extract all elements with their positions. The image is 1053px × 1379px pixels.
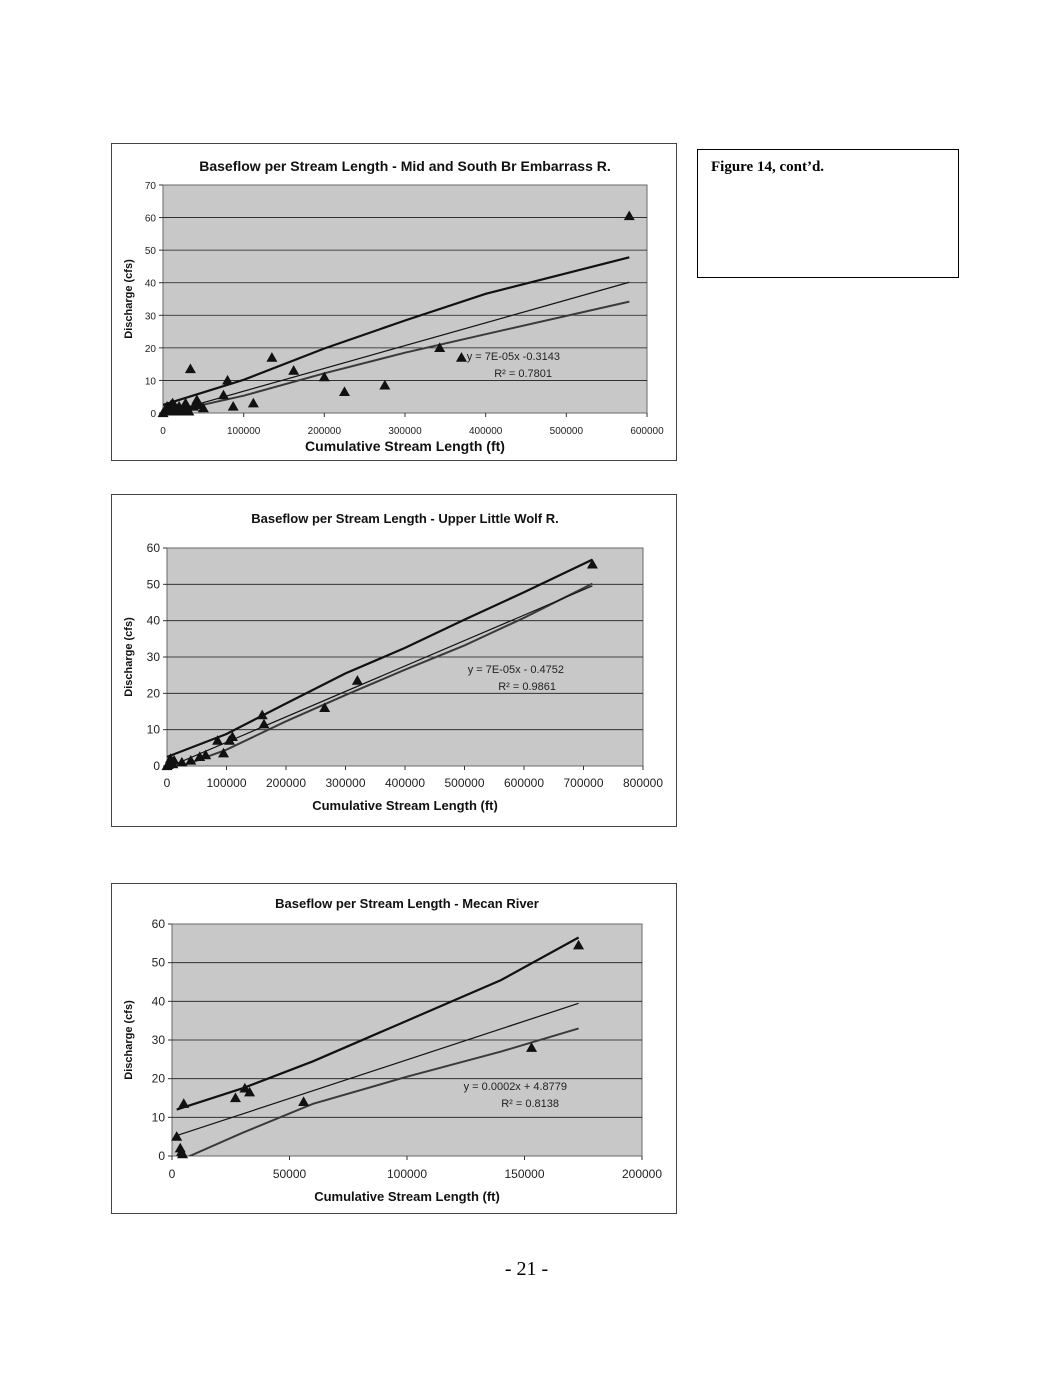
x-tick-label: 100000	[226, 426, 261, 437]
y-tick-label: 60	[146, 541, 160, 555]
y-tick-label: 10	[151, 1110, 165, 1125]
y-tick-label: 40	[144, 278, 156, 290]
y-tick-label: 0	[153, 759, 160, 773]
x-tick-label: 0	[168, 1167, 176, 1181]
figure-note: Figure 14, cont’d.	[711, 159, 825, 175]
y-tick-label: 20	[144, 343, 156, 355]
x-tick-label: 0	[160, 426, 166, 437]
x-tick-label: 200000	[621, 1167, 663, 1181]
x-tick-label: 150000	[504, 1167, 545, 1181]
x-tick-label: 200000	[307, 426, 342, 437]
figure-note-box	[697, 149, 959, 278]
y-axis-label: Discharge (cfs)	[123, 617, 135, 697]
chart-title: Baseflow per Stream Length - Mecan River	[275, 896, 539, 911]
plot-area	[163, 185, 647, 413]
y-tick-label: 20	[146, 686, 160, 701]
y-tick-label: 30	[144, 311, 156, 323]
x-axis-label: Cumulative Stream Length (ft)	[314, 1189, 500, 1204]
chart-mecan	[111, 883, 677, 1214]
y-tick-label: 10	[144, 376, 156, 388]
r-squared: R² = 0.8138	[501, 1098, 559, 1110]
y-tick-label: 0	[158, 1149, 165, 1163]
chart-little-wolf-svg	[112, 495, 678, 828]
chart-title: Baseflow per Stream Length - Upper Little Wolf R.	[251, 511, 559, 526]
x-tick-label: 600000	[503, 776, 545, 790]
x-tick-label: 400000	[384, 776, 426, 790]
y-tick-label: 30	[146, 650, 160, 664]
y-tick-label: 20	[151, 1071, 165, 1086]
y-tick-label: 50	[144, 246, 156, 258]
y-axis-label: Discharge (cfs)	[123, 1000, 135, 1080]
y-tick-label: 50	[151, 955, 165, 970]
chart-embarrass	[111, 143, 677, 461]
trend-equation: y = 0.0002x + 4.8779	[463, 1081, 567, 1093]
y-tick-label: 50	[146, 577, 160, 592]
chart-embarrass-svg	[112, 144, 678, 462]
x-tick-label: 200000	[265, 776, 307, 790]
y-axis-label: Discharge (cfs)	[123, 259, 135, 339]
y-tick-label: 40	[151, 994, 165, 1009]
x-tick-label: 700000	[563, 776, 604, 790]
y-tick-label: 60	[144, 213, 156, 225]
trend-equation: y = 7E-05x -0.3143	[466, 351, 560, 363]
x-tick-label: 300000	[325, 776, 366, 790]
x-tick-label: 50000	[272, 1167, 307, 1181]
x-tick-label: 100000	[386, 1167, 428, 1181]
chart-mecan-svg	[112, 884, 678, 1215]
x-tick-label: 500000	[549, 426, 584, 437]
r-squared: R² = 0.9861	[498, 681, 556, 693]
x-tick-label: 500000	[444, 776, 485, 790]
y-tick-label: 30	[151, 1033, 165, 1047]
x-tick-label: 400000	[468, 426, 503, 437]
chart-title: Baseflow per Stream Length - Mid and South Br Embarrass R.	[199, 158, 611, 174]
x-axis-label: Cumulative Stream Length (ft)	[312, 798, 498, 813]
page-number: - 21 -	[504, 1258, 549, 1280]
x-tick-label: 0	[163, 776, 171, 790]
y-tick-label: 10	[146, 722, 160, 737]
x-tick-label: 600000	[630, 426, 664, 437]
y-tick-label: 70	[144, 181, 156, 192]
x-axis-label: Cumulative Stream Length (ft)	[305, 438, 505, 454]
r-squared: R² = 0.7801	[494, 368, 552, 380]
y-tick-label: 0	[150, 409, 156, 420]
trend-equation: y = 7E-05x - 0.4752	[467, 664, 564, 676]
x-tick-label: 300000	[388, 426, 422, 437]
y-tick-label: 60	[151, 917, 165, 931]
y-tick-label: 40	[146, 613, 160, 628]
x-tick-label: 100000	[206, 776, 247, 790]
chart-little-wolf	[111, 494, 677, 827]
x-tick-label: 800000	[622, 776, 664, 790]
